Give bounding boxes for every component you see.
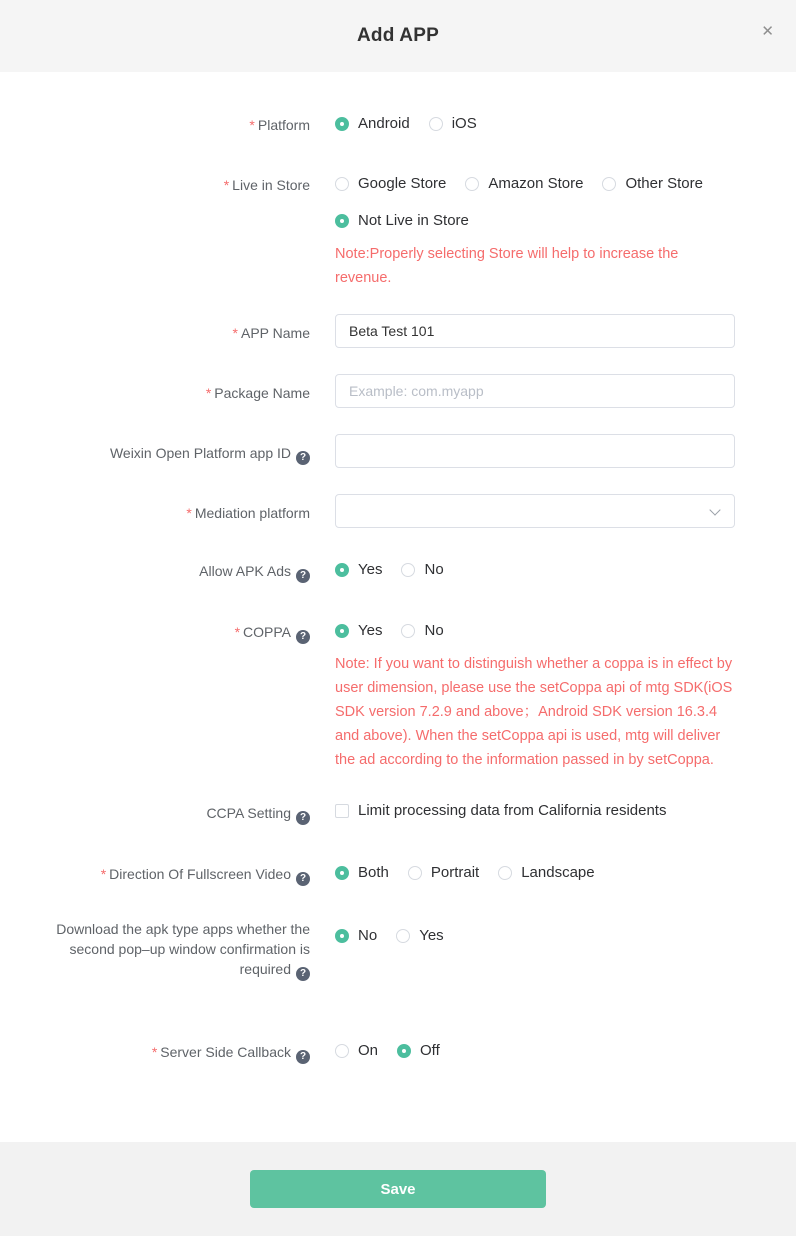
ccpa-setting-label: CCPA Setting ? (38, 800, 310, 825)
radio-direction-portrait[interactable]: Portrait (408, 862, 479, 884)
required-mark: * (223, 177, 230, 193)
help-icon[interactable]: ? (296, 811, 310, 825)
weixin-app-id-label: Weixin Open Platform app ID ? (38, 434, 310, 465)
radio-selected-icon (397, 1044, 411, 1058)
radio-direction-landscape[interactable]: Landscape (498, 862, 594, 884)
radio-selected-icon (335, 117, 349, 131)
radio-selected-icon (335, 866, 349, 880)
required-mark: * (100, 866, 107, 882)
required-mark: * (232, 325, 238, 341)
radio-selected-icon (335, 624, 349, 638)
chevron-down-icon (709, 504, 720, 515)
help-icon[interactable]: ? (296, 967, 310, 981)
help-icon[interactable]: ? (296, 630, 310, 644)
mediation-platform-label: * Mediation platform (186, 505, 310, 521)
field-package-name (38, 374, 796, 408)
radio-other-store[interactable]: Other Store (602, 173, 703, 195)
required-mark: * (205, 385, 212, 401)
radio-allow-apk-ads-no[interactable]: No (401, 559, 443, 581)
required-mark: * (151, 1044, 158, 1060)
live-in-store-note: Note:Properly selecting Store will help to increase the revenue. (335, 246, 679, 286)
field-coppa (38, 619, 796, 772)
radio-server-callback-on[interactable]: On (335, 1040, 378, 1062)
field-allow-apk-ads (38, 558, 796, 583)
radio-platform-ios[interactable]: iOS (429, 113, 477, 135)
radio-selected-icon (335, 929, 349, 943)
radio-unselected-icon (429, 117, 443, 131)
field-direction-fullscreen-video (38, 861, 796, 886)
radio-allow-apk-ads-yes[interactable]: Yes (335, 559, 382, 581)
allow-apk-ads-label: Allow APK Ads ? (38, 558, 310, 583)
app-name-label: * APP Name (232, 325, 310, 341)
radio-unselected-icon (408, 866, 422, 880)
field-apk-popup-confirmation (38, 916, 796, 981)
field-server-side-callback (38, 1039, 796, 1064)
radio-server-callback-off[interactable]: Off (397, 1040, 440, 1062)
coppa-label: * COPPA ? (38, 619, 310, 644)
field-weixin-app-id (38, 434, 796, 468)
radio-platform-android[interactable]: Android (335, 113, 410, 135)
dialog-footer (0, 1142, 796, 1236)
field-app-name (38, 314, 796, 348)
apk-popup-confirmation-label: Download the apk type apps whether the second pop–up window confirmation is required ? (56, 921, 310, 979)
required-mark: * (234, 624, 241, 640)
dialog-header (0, 0, 796, 72)
field-platform (38, 112, 796, 136)
ccpa-limit-checkbox[interactable]: Limit processing data from California residents (335, 800, 666, 822)
radio-google-store[interactable]: Google Store (335, 173, 446, 195)
radio-apk-confirm-no[interactable]: No (335, 925, 377, 947)
radio-coppa-yes[interactable]: Yes (335, 620, 382, 642)
mediation-platform-select[interactable] (335, 494, 735, 528)
help-icon[interactable]: ? (296, 569, 310, 583)
close-icon[interactable]: ✕ (761, 23, 774, 40)
help-icon[interactable]: ? (296, 451, 310, 465)
live-in-store-label: * Live in Store (223, 177, 310, 193)
direction-label: * Direction Of Fullscreen Video ? (38, 861, 310, 886)
package-name-input[interactable] (335, 374, 735, 408)
server-side-callback-label: * Server Side Callback ? (38, 1039, 310, 1064)
radio-not-live-in-store[interactable]: Not Live in Store (335, 210, 469, 232)
radio-unselected-icon (465, 177, 479, 191)
radio-unselected-icon (401, 563, 415, 577)
radio-unselected-icon (498, 866, 512, 880)
radio-unselected-icon (335, 177, 349, 191)
package-name-label: * Package Name (205, 385, 310, 401)
radio-direction-both[interactable]: Both (335, 862, 389, 884)
field-live-in-store (38, 172, 796, 290)
required-mark: * (186, 505, 192, 521)
checkbox-unchecked-icon (335, 804, 349, 818)
radio-coppa-no[interactable]: No (401, 620, 443, 642)
radio-unselected-icon (401, 624, 415, 638)
radio-unselected-icon (602, 177, 616, 191)
dialog-body (0, 72, 796, 1142)
required-mark: * (249, 117, 255, 133)
radio-selected-icon (335, 214, 349, 228)
coppa-note: Note: If you want to distinguish whether a coppa is in effect by user dimension, please use the setCoppa api of mtg SDK(iOS SDK version 7.2.9 and above；Android SDK version 16.3.4 and above). When the setCoppa api is used, mtg will deliver the ad according to the information passed in by setCoppa. (335, 656, 733, 768)
help-icon[interactable]: ? (296, 872, 310, 886)
app-name-input[interactable] (335, 314, 735, 348)
help-icon[interactable]: ? (296, 1050, 310, 1064)
field-ccpa-setting (38, 800, 796, 825)
dialog-title: Add APP (357, 25, 439, 46)
weixin-app-id-input[interactable] (335, 434, 735, 468)
platform-label: * Platform (249, 117, 310, 133)
field-mediation-platform (38, 494, 796, 528)
save-button[interactable]: Save (250, 1170, 546, 1208)
radio-amazon-store[interactable]: Amazon Store (465, 173, 583, 195)
radio-apk-confirm-yes[interactable]: Yes (396, 925, 443, 947)
radio-unselected-icon (335, 1044, 349, 1058)
radio-selected-icon (335, 563, 349, 577)
radio-unselected-icon (396, 929, 410, 943)
